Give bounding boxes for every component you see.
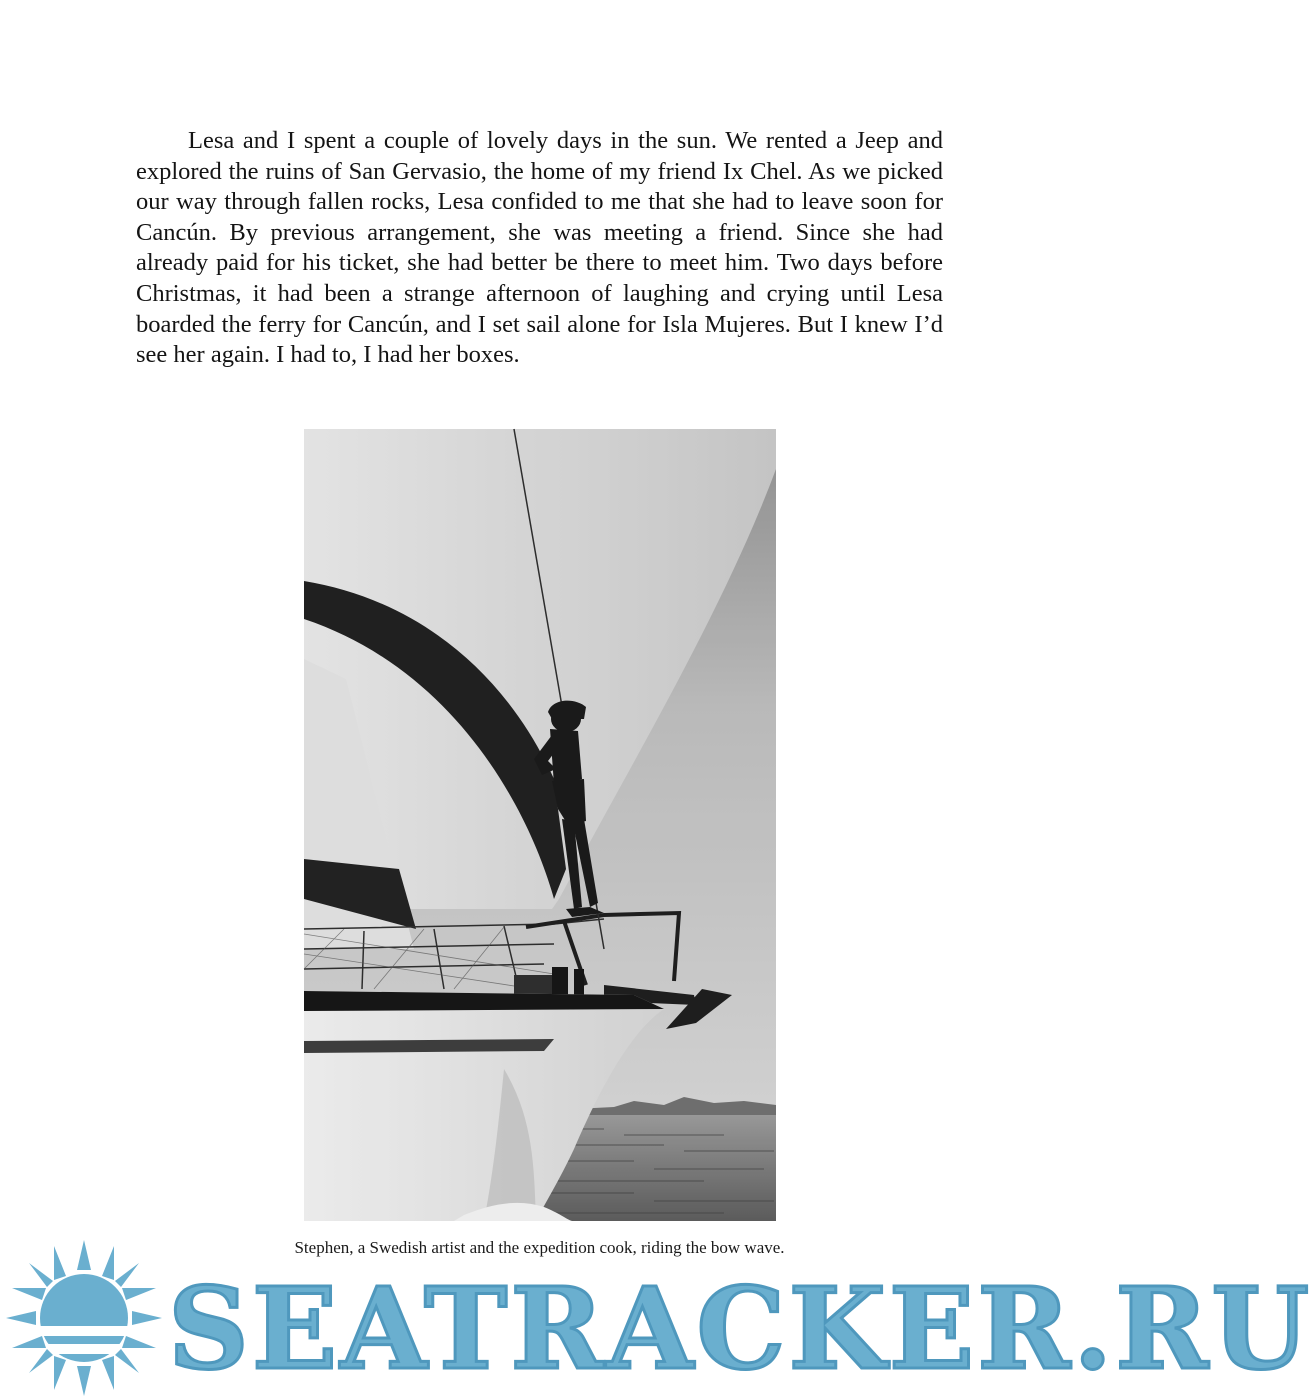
watermark — [0, 1238, 1312, 1397]
photo-caption: Stephen, a Swedish artist and the expedition cook, riding the bow wave. — [294, 1238, 785, 1257]
sun-logo-icon — [6, 1240, 162, 1396]
watermark-text: SEATRACKER.RU — [168, 1264, 1312, 1395]
body-paragraph: Lesa and I spent a couple of lovely days in the sun. We rented a Jeep and explored the ruins of San Gervasio, the home of my friend Ix Chel. As we picked our way through fallen rocks, Lesa confided to me that she had to leave soon for Cancún. By previous arrangement, she was meeting a friend. Since she had already paid for his ticket, she had better be there to meet him. Two days before Christmas, it had been a strange afternoon of laughing and crying until Lesa boarded the ferry for Cancún, and I set sail alone for Isla Mujeres. But I knew I’d see her again. I had to, I had her boxes. — [136, 127, 943, 369]
photo-illustration — [304, 429, 776, 1221]
sailboat-bow-photo — [304, 429, 776, 1221]
